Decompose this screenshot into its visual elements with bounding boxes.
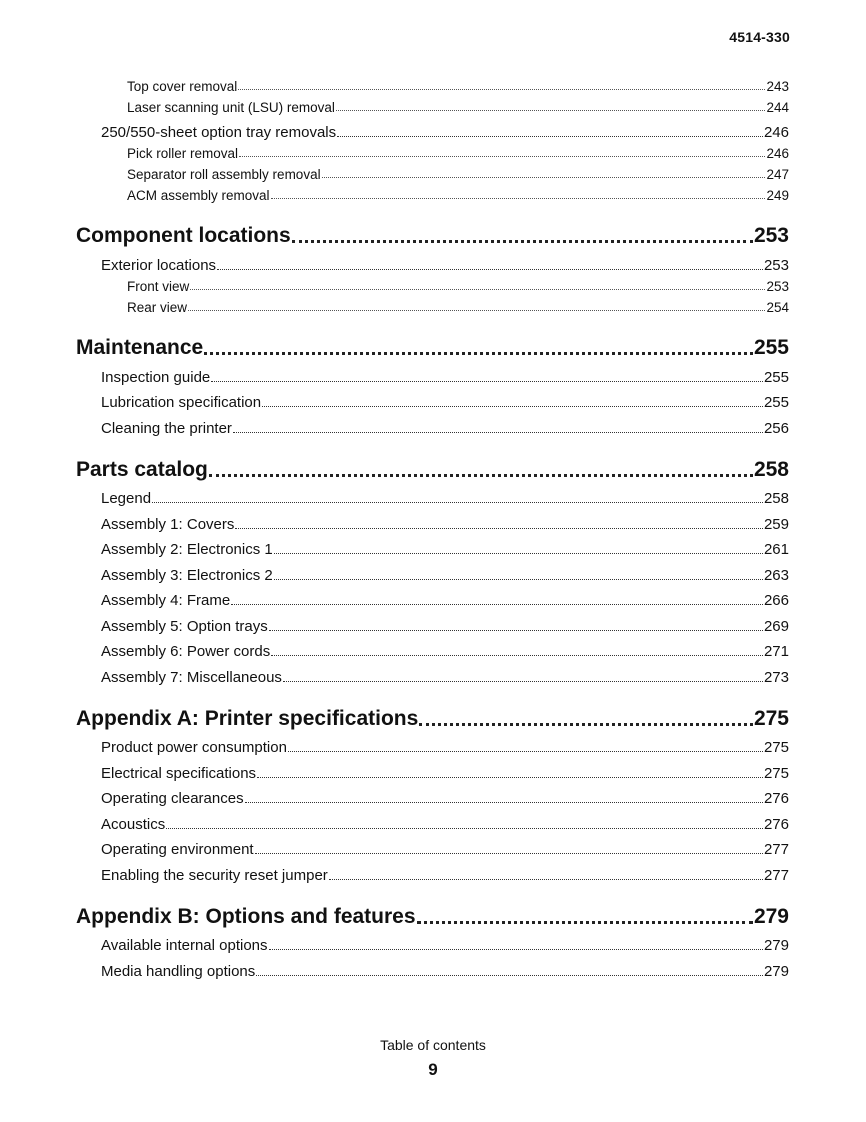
document-code: 4514-330 <box>729 29 790 45</box>
toc-entry-internal-options[interactable] <box>101 937 789 954</box>
toc-entry-page: 244 <box>766 100 789 115</box>
toc-entry-assembly-4[interactable] <box>101 592 789 609</box>
toc-entry-assembly-5[interactable] <box>101 618 789 635</box>
dot-leader <box>255 852 763 854</box>
toc-entry-page: 266 <box>763 592 789 609</box>
toc-entry-page: 259 <box>763 516 789 533</box>
toc-entry-page: 243 <box>766 79 789 94</box>
toc-entry-label: Electrical specifications <box>101 765 257 782</box>
toc-entry-inspection-guide[interactable] <box>101 369 789 386</box>
toc-chapter-label: Component locations <box>76 224 291 247</box>
toc-entry-page: 249 <box>766 188 789 203</box>
toc-chapter-page: 258 <box>753 458 789 481</box>
toc-entry-label: Laser scanning unit (LSU) removal <box>127 100 335 115</box>
toc-chapter-label: Appendix A: Printer specifications <box>76 707 419 730</box>
dot-leader <box>337 135 763 137</box>
toc-entry-label: Lubrication specification <box>101 394 262 411</box>
toc-entry-media-handling[interactable] <box>101 963 789 980</box>
toc-entry-clearances[interactable] <box>101 790 789 807</box>
toc-entry-environment[interactable] <box>101 841 789 858</box>
dot-leader <box>417 920 753 924</box>
toc-entry-page: 246 <box>763 124 789 141</box>
toc-entry-assembly-6[interactable] <box>101 643 789 660</box>
dot-leader <box>190 288 765 290</box>
dot-leader <box>274 552 763 554</box>
toc-entry-label: Exterior locations <box>101 257 217 274</box>
dot-leader <box>269 629 763 631</box>
toc-entry-label: Pick roller removal <box>127 146 239 161</box>
toc-chapter-page: 279 <box>753 905 789 928</box>
dot-leader <box>257 776 763 778</box>
dot-leader <box>329 878 763 880</box>
toc-entry-security-jumper[interactable] <box>101 867 789 884</box>
dot-leader <box>271 197 766 199</box>
toc-chapter-appendix-b[interactable] <box>76 905 789 929</box>
dot-leader <box>166 827 763 829</box>
toc-entry-label: Rear view <box>127 300 188 315</box>
dot-leader <box>322 176 766 178</box>
toc-entry-assembly-7[interactable] <box>101 669 789 686</box>
toc-entry-assembly-1[interactable] <box>101 516 789 533</box>
dot-leader <box>271 654 763 656</box>
dot-leader <box>217 268 763 270</box>
toc-entry-page: 263 <box>763 567 789 584</box>
toc-entry-electrical[interactable] <box>101 765 789 782</box>
toc-chapter-page: 255 <box>753 336 789 359</box>
toc-entry-page: 253 <box>766 279 789 294</box>
toc-entry-assembly-2[interactable] <box>101 541 789 558</box>
toc-entry-label: Enabling the security reset jumper <box>101 867 328 884</box>
toc-entry-page: 271 <box>763 643 789 660</box>
toc-entry-rear-view[interactable] <box>127 300 789 315</box>
toc-entry-page: 276 <box>763 790 789 807</box>
toc-entry-page: 255 <box>763 394 789 411</box>
dot-leader <box>283 680 763 682</box>
dot-leader <box>231 603 763 605</box>
toc-entry-page: 275 <box>763 739 789 756</box>
toc-entry-page: 255 <box>763 369 789 386</box>
toc-entry-label: Operating clearances <box>101 790 244 807</box>
toc-entry-page: 254 <box>766 300 789 315</box>
toc-entry-lsu-removal[interactable] <box>127 100 789 115</box>
dot-leader <box>256 974 763 976</box>
toc-entry-label: Top cover removal <box>127 79 238 94</box>
toc-chapter-parts-catalog[interactable] <box>76 458 789 482</box>
toc-chapter-page: 253 <box>753 224 789 247</box>
toc-entry-page: 279 <box>763 963 789 980</box>
toc-entry-page: 273 <box>763 669 789 686</box>
toc-chapter-label: Appendix B: Options and features <box>76 905 416 928</box>
toc-chapter-page: 275 <box>753 707 789 730</box>
toc-entry-label: Assembly 6: Power cords <box>101 643 271 660</box>
toc-chapter-component-locations[interactable] <box>76 224 789 248</box>
toc-entry-page: 261 <box>763 541 789 558</box>
toc-entry-label: Legend <box>101 490 152 507</box>
toc-entry-label: Media handling options <box>101 963 256 980</box>
toc-entry-page: 277 <box>763 867 789 884</box>
toc-entry-label: Assembly 2: Electronics 1 <box>101 541 273 558</box>
toc-entry-acoustics[interactable] <box>101 816 789 833</box>
toc-entry-legend[interactable] <box>101 490 789 507</box>
dot-leader <box>292 239 753 243</box>
dot-leader <box>209 473 753 477</box>
dot-leader <box>336 109 766 111</box>
toc-entry-page: 279 <box>763 937 789 954</box>
toc-entry-page: 276 <box>763 816 789 833</box>
dot-leader <box>239 155 765 157</box>
dot-leader <box>152 501 763 503</box>
toc-chapter-maintenance[interactable] <box>76 336 789 360</box>
toc-entry-page: 258 <box>763 490 789 507</box>
toc-entry-cleaning[interactable] <box>101 420 789 437</box>
toc-entry-label: 250/550-sheet option tray removals <box>101 124 337 141</box>
toc-entry-page: 275 <box>763 765 789 782</box>
toc-entry-top-cover-removal[interactable] <box>127 79 789 94</box>
toc-entry-assembly-3[interactable] <box>101 567 789 584</box>
dot-leader <box>233 431 763 433</box>
toc-entry-lubrication[interactable] <box>101 394 789 411</box>
toc-entry-power-consumption[interactable] <box>101 739 789 756</box>
toc-entry-label: Assembly 3: Electronics 2 <box>101 567 273 584</box>
toc-chapter-appendix-a[interactable] <box>76 707 789 731</box>
toc-entry-label: Cleaning the printer <box>101 420 232 437</box>
toc-entry-label: ACM assembly removal <box>127 188 270 203</box>
toc-entry-label: Inspection guide <box>101 369 211 386</box>
dot-leader <box>269 948 763 950</box>
dot-leader <box>211 380 763 382</box>
toc-entry-exterior-locations[interactable] <box>101 257 789 274</box>
dot-leader <box>245 801 763 803</box>
toc-chapter-label: Maintenance <box>76 336 204 359</box>
toc-entry-acm-removal[interactable] <box>127 188 789 203</box>
dot-leader <box>419 722 753 726</box>
toc-entry-tray-removals[interactable] <box>101 124 789 141</box>
dot-leader <box>188 309 765 311</box>
toc-entry-page: 256 <box>763 420 789 437</box>
toc-entry-page: 253 <box>763 257 789 274</box>
footer-page-number: 9 <box>428 1060 438 1079</box>
toc-entry-label: Assembly 5: Option trays <box>101 618 268 635</box>
dot-leader <box>238 88 765 90</box>
toc-entry-label: Operating environment <box>101 841 254 858</box>
toc-chapter-label: Parts catalog <box>76 458 208 481</box>
dot-leader <box>204 351 753 355</box>
dot-leader <box>274 578 763 580</box>
toc-entry-label: Assembly 7: Miscellaneous <box>101 669 282 686</box>
toc-entry-label: Available internal options <box>101 937 268 954</box>
footer-section-title: Table of contents <box>380 1037 486 1053</box>
table-of-contents <box>76 0 789 1000</box>
toc-entry-label: Assembly 4: Frame <box>101 592 231 609</box>
toc-entry-page: 246 <box>766 146 789 161</box>
toc-entry-front-view[interactable] <box>127 279 789 294</box>
toc-entry-separator-roll-removal[interactable] <box>127 167 789 182</box>
dot-leader <box>262 405 763 407</box>
toc-entry-label: Front view <box>127 279 190 294</box>
toc-entry-label: Assembly 1: Covers <box>101 516 235 533</box>
toc-entry-label: Acoustics <box>101 816 166 833</box>
toc-entry-page: 277 <box>763 841 789 858</box>
toc-entry-label: Separator roll assembly removal <box>127 167 321 182</box>
toc-entry-pick-roller-removal[interactable] <box>127 146 789 161</box>
dot-leader <box>235 527 763 529</box>
toc-entry-page: 269 <box>763 618 789 635</box>
toc-entry-label: Product power consumption <box>101 739 287 756</box>
dot-leader <box>288 750 763 752</box>
toc-entry-page: 247 <box>766 167 789 182</box>
